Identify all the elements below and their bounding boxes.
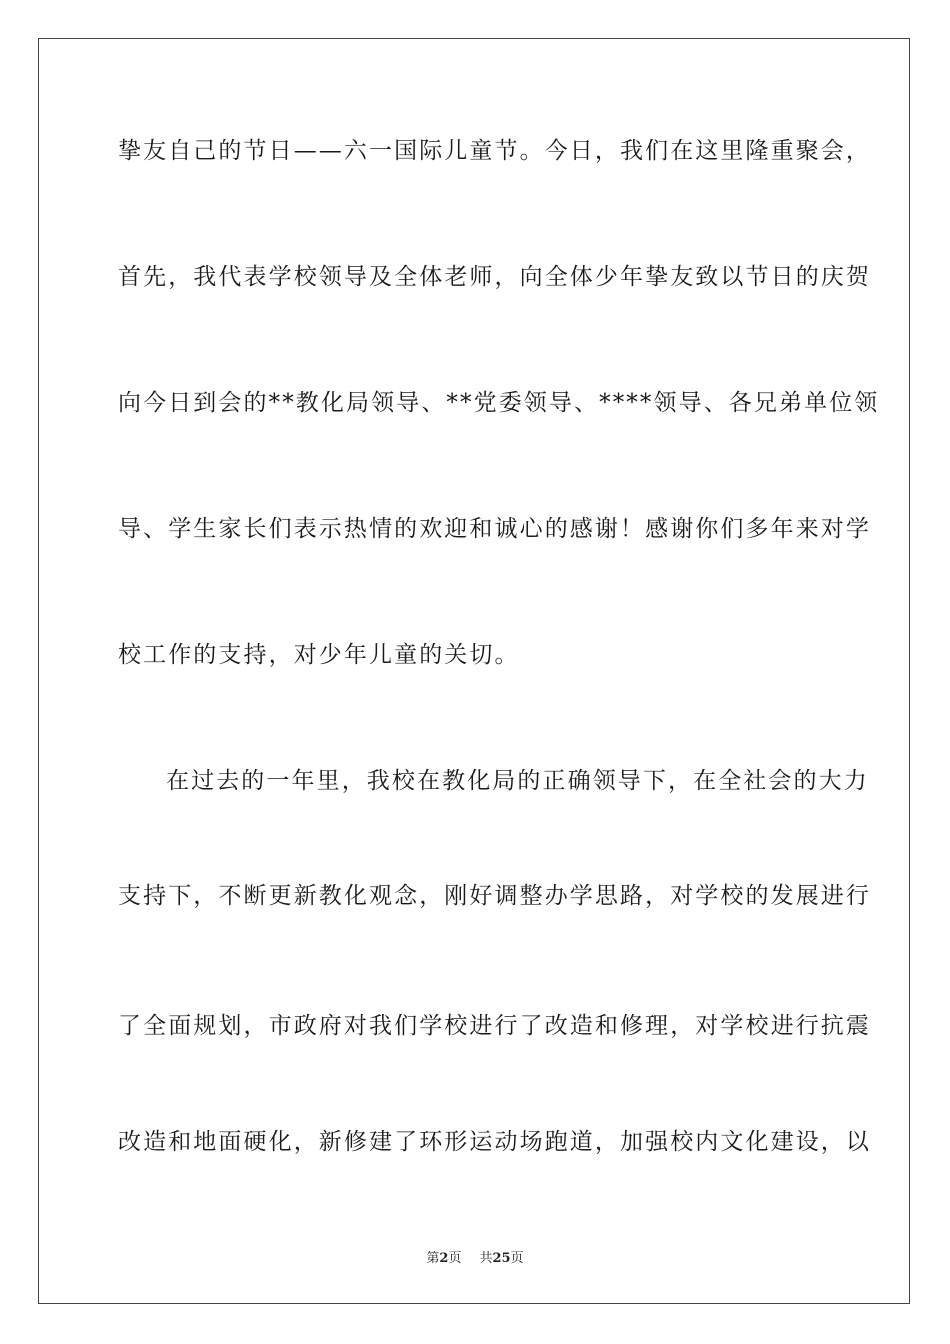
paragraph-line: 导、学生家长们表示热情的欢迎和诚心的感谢！感谢你们多年来对学	[118, 516, 871, 542]
page-prefix: 第	[426, 1251, 440, 1266]
page-unit: 页	[448, 1251, 462, 1266]
page-border	[38, 38, 910, 1304]
page-footer	[0, 1247, 950, 1266]
paragraph-line: 向今日到会的**教化局领导、**党委领导、****领导、各兄弟单位领	[118, 390, 880, 416]
paragraph-line: 了全面规划，市政府对我们学校进行了改造和修理，对学校进行抗震	[118, 1013, 871, 1039]
paragraph-line: 在过去的一年里，我校在教化局的正确领导下，在全社会的大力	[166, 768, 869, 794]
paragraph-line: 校工作的支持，对少年儿童的关切。	[118, 642, 520, 668]
page-number: 2	[439, 1251, 449, 1266]
total-pages: 25	[492, 1251, 511, 1266]
paragraph-line: 挚友自己的节日——六一国际儿童节。今日，我们在这里隆重聚会，	[118, 138, 871, 164]
total-prefix: 共	[479, 1251, 493, 1266]
paragraph-line: 首先，我代表学校领导及全体老师，向全体少年挚友致以节日的庆贺	[118, 264, 871, 290]
total-unit: 页	[510, 1251, 524, 1266]
paragraph-line: 改造和地面硬化，新修建了环形运动场跑道，加强校内文化建设，以	[118, 1129, 871, 1155]
paragraph-line: 支持下，不断更新教化观念，刚好调整办学思路，对学校的发展进行	[118, 883, 871, 909]
